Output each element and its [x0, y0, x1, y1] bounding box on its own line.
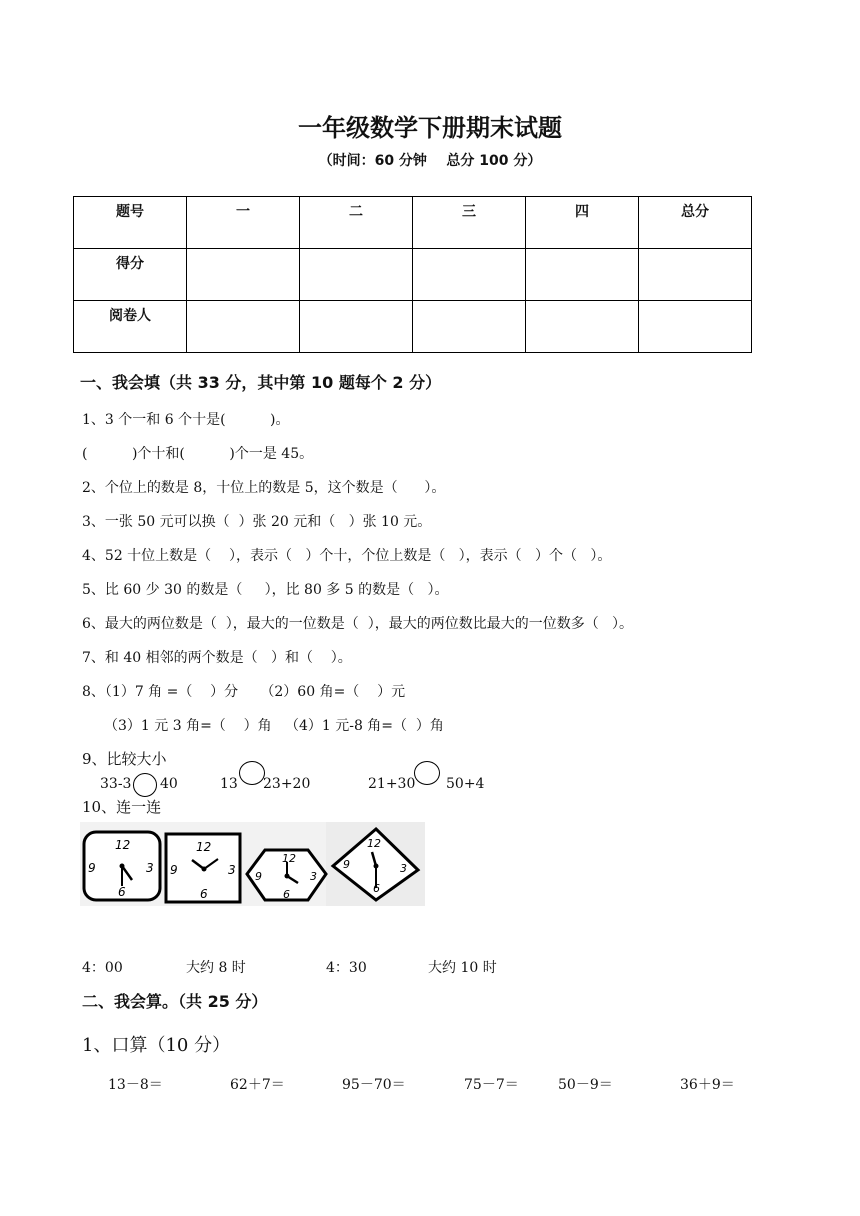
clock-numeral-6: 6 [200, 887, 208, 901]
question-3: 3、一张 50 元可以换（ ）张 20 元和（ ）张 10 元。 [82, 514, 432, 530]
question-6: 6、最大的两位数是（ ），最大的一位数是（ ），最大的两位数比最大的一位数多（ ）。 [82, 616, 634, 632]
grader-cell[interactable] [187, 301, 300, 353]
compare-left-1: 33-3 [100, 776, 132, 792]
score-cell[interactable] [300, 249, 413, 301]
score-cell[interactable] [187, 249, 300, 301]
mental-math-problem: 13－8＝ [108, 1077, 163, 1093]
page-title: 一年级数学下册期末试题 [298, 114, 562, 142]
time-option-1: 4：00 [82, 960, 123, 976]
question-5: 5、比 60 少 30 的数是（ ），比 80 多 5 的数是（ ）。 [82, 582, 449, 598]
mental-math-problem: 62＋7＝ [230, 1077, 285, 1093]
mental-math-problem: 75－7＝ [464, 1077, 519, 1093]
compare-right-3: 50+4 [446, 776, 485, 792]
compare-left-2: 13 [220, 776, 238, 792]
subsection-1-title: 1、口算（10 分） [82, 1035, 231, 1056]
mental-math-problem: 36＋9＝ [680, 1077, 735, 1093]
clock-center [120, 864, 125, 869]
clock-center [285, 874, 290, 879]
clock-numeral-12: 12 [196, 840, 212, 854]
grader-cell[interactable] [526, 301, 639, 353]
header-cell: 总分 [639, 197, 752, 249]
clock-1[interactable] [84, 832, 160, 900]
time-option-2: 大约 8 时 [186, 960, 246, 976]
compare-left-3: 21+30 [368, 776, 416, 792]
score-cell[interactable] [639, 249, 752, 301]
header-cell: 题号 [74, 197, 187, 249]
mental-math-problem: 95－70＝ [342, 1077, 406, 1093]
row-label-cell: 阅卷人 [74, 301, 187, 353]
compare-circle-3[interactable] [414, 761, 440, 785]
clock-numeral-3: 3 [146, 861, 154, 875]
question-8a: 8、（1）7 角 =（ ）分 （2）60 角=（ ）元 [82, 684, 406, 700]
table-row [74, 197, 752, 249]
clock-2[interactable] [166, 834, 240, 902]
clock-numeral-9: 9 [343, 858, 350, 871]
question-7: 7、和 40 相邻的两个数是（ ）和（ ）。 [82, 650, 352, 666]
clock-numeral-3: 3 [400, 862, 407, 875]
clock-numeral-9: 9 [255, 870, 262, 883]
clock-numeral-12: 12 [282, 852, 296, 865]
compare-circle-1[interactable] [133, 773, 157, 797]
score-table [73, 196, 752, 353]
table-row [74, 301, 752, 353]
clock-numeral-6: 6 [118, 885, 126, 899]
compare-right-2: 23+20 [263, 776, 311, 792]
clock-numeral-12: 12 [115, 838, 131, 852]
compare-right-1: 40 [160, 776, 178, 792]
clock-numeral-12: 12 [367, 837, 381, 850]
header-cell: 三 [413, 197, 526, 249]
header-cell: 四 [526, 197, 639, 249]
question-10-title: 10、连一连 [82, 798, 162, 816]
section-2-title: 二、我会算。（共 25 分） [82, 992, 268, 1011]
clock-numeral-3: 3 [228, 863, 236, 877]
page-subtitle: （时间：60 分钟 总分 100 分） [318, 153, 542, 169]
clock-faces [80, 822, 425, 906]
row-label-cell: 得分 [74, 249, 187, 301]
score-cell[interactable] [526, 249, 639, 301]
grader-cell[interactable] [639, 301, 752, 353]
header-cell: 二 [300, 197, 413, 249]
clock-numeral-9: 9 [88, 861, 96, 875]
question-2: 2、个位上的数是 8，十位上的数是 5，这个数是（ ）。 [82, 480, 446, 496]
question-9-title: 9、比较大小 [82, 750, 167, 768]
question-8b: （3）1 元 3 角=（ ）角 （4）1 元-8 角=（ ）角 [104, 718, 444, 734]
table-row [74, 249, 752, 301]
question-1a: 1、3 个一和 6 个十是( )。 [82, 412, 290, 428]
grader-cell[interactable] [413, 301, 526, 353]
mental-math-problem: 50－9＝ [558, 1077, 613, 1093]
clock-numeral-9: 9 [170, 863, 178, 877]
question-4: 4、52 十位上数是（ ），表示（ ）个十，个位上数是（ ），表示（ ）个（ ）。 [82, 548, 612, 564]
time-option-3: 4：30 [326, 960, 367, 976]
clock-numeral-6: 6 [373, 882, 380, 895]
clock-center [374, 864, 379, 869]
clock-center [202, 867, 207, 872]
section-1-title: 一、我会填（共 33 分，其中第 10 题每个 2 分） [80, 373, 442, 392]
compare-circle-2[interactable] [239, 761, 265, 785]
clock-numeral-3: 3 [310, 870, 317, 883]
score-cell[interactable] [413, 249, 526, 301]
clock-numeral-6: 6 [283, 888, 290, 901]
clock-3[interactable] [247, 850, 326, 901]
time-option-4: 大约 10 时 [428, 960, 497, 976]
header-cell: 一 [187, 197, 300, 249]
question-1b: ( )个十和( )个一是 45。 [82, 446, 314, 462]
grader-cell[interactable] [300, 301, 413, 353]
